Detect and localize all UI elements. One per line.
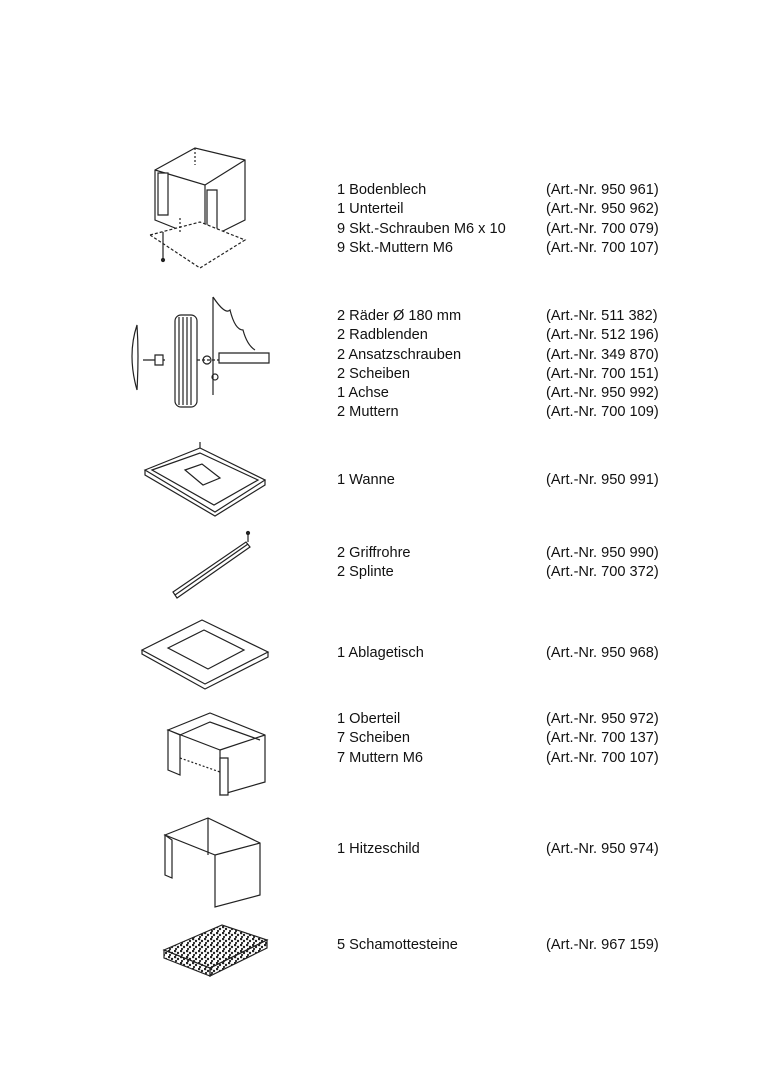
part-name: 1 Hitzeschild: [337, 841, 420, 857]
article-number: (Art.-Nr. 950 991): [546, 472, 659, 488]
article-number: (Art.-Nr. 950 992): [546, 385, 659, 402]
part-row: [337, 563, 677, 582]
part-name: 1 Unterteil: [337, 201, 404, 218]
part-row: [337, 365, 677, 384]
article-number: (Art.-Nr. 950 961): [546, 182, 659, 198]
article-number: (Art.-Nr. 700 107): [546, 239, 659, 256]
article-number: (Art.-Nr. 950 974): [546, 841, 659, 857]
article-number: (Art.-Nr. 700 137): [546, 730, 659, 747]
article-number: (Art.-Nr. 511 382): [546, 308, 658, 324]
handle-tube-icon: [168, 530, 258, 602]
upper-housing-icon: [165, 710, 270, 795]
part-name: 1 Wanne: [337, 472, 395, 488]
article-number: (Art.-Nr. 512 196): [546, 327, 659, 344]
article-number: (Art.-Nr. 349 870): [546, 346, 659, 363]
wheel-assembly-icon: [125, 295, 270, 410]
article-number: (Art.-Nr. 700 079): [546, 220, 659, 237]
article-number: (Art.-Nr. 700 107): [546, 749, 659, 766]
part-row: [337, 181, 677, 200]
part-row: [337, 403, 677, 422]
heat-shield-icon: [160, 815, 270, 907]
part-name: 1 Bodenblech: [337, 182, 427, 198]
part-row: [337, 326, 677, 345]
part-row: [337, 384, 677, 403]
part-row: [337, 544, 677, 563]
part-name: 2 Radblenden: [337, 327, 428, 344]
part-name: 2 Räder Ø 180 mm: [337, 308, 462, 324]
part-name: 2 Scheiben: [337, 365, 411, 382]
part-name: 7 Muttern M6: [337, 749, 423, 766]
article-number: (Art.-Nr. 950 972): [546, 711, 659, 727]
part-name: 7 Scheiben: [337, 730, 411, 747]
part-row: [337, 220, 677, 239]
parts-list: [337, 644, 677, 663]
part-row: [337, 936, 677, 955]
part-name: 9 Skt.-Muttern M6: [337, 239, 453, 256]
part-name: 2 Griffrohre: [337, 545, 411, 561]
part-row: [337, 710, 677, 729]
part-row: [337, 749, 677, 768]
part-row: [337, 239, 677, 258]
part-name: 9 Skt.-Schrauben M6 x 10: [337, 220, 506, 237]
article-number: (Art.-Nr. 950 968): [546, 645, 659, 661]
article-number: (Art.-Nr. 950 962): [546, 201, 659, 218]
firebrick-icon: [162, 920, 272, 980]
part-name: 2 Muttern: [337, 404, 399, 421]
part-row: [337, 307, 677, 326]
part-name: 2 Ansatzschrauben: [337, 346, 462, 363]
article-number: (Art.-Nr. 700 109): [546, 404, 659, 421]
part-name: 5 Schamottesteine: [337, 937, 458, 953]
part-name: 1 Achse: [337, 385, 389, 402]
tray-icon: [140, 440, 270, 520]
part-row: [337, 840, 677, 859]
part-name: 1 Oberteil: [337, 711, 401, 727]
parts-list: [337, 710, 677, 768]
parts-list: [337, 471, 677, 490]
part-row: [337, 644, 677, 663]
part-row: [337, 729, 677, 748]
part-name: 2 Splinte: [337, 564, 394, 581]
part-row: [337, 200, 677, 219]
part-row: [337, 471, 677, 490]
part-name: 1 Ablagetisch: [337, 645, 424, 661]
article-number: (Art.-Nr. 700 372): [546, 564, 659, 581]
article-number: (Art.-Nr. 967 159): [546, 937, 659, 953]
parts-list: [337, 307, 677, 423]
article-number: (Art.-Nr. 950 990): [546, 545, 659, 561]
shelf-table-icon: [140, 612, 270, 692]
parts-list: [337, 936, 677, 955]
part-row: [337, 346, 677, 365]
article-number: (Art.-Nr. 700 151): [546, 365, 659, 382]
parts-list: [337, 544, 677, 583]
parts-list: [337, 840, 677, 859]
parts-list: [337, 181, 677, 258]
lower-housing-icon: [145, 140, 255, 270]
